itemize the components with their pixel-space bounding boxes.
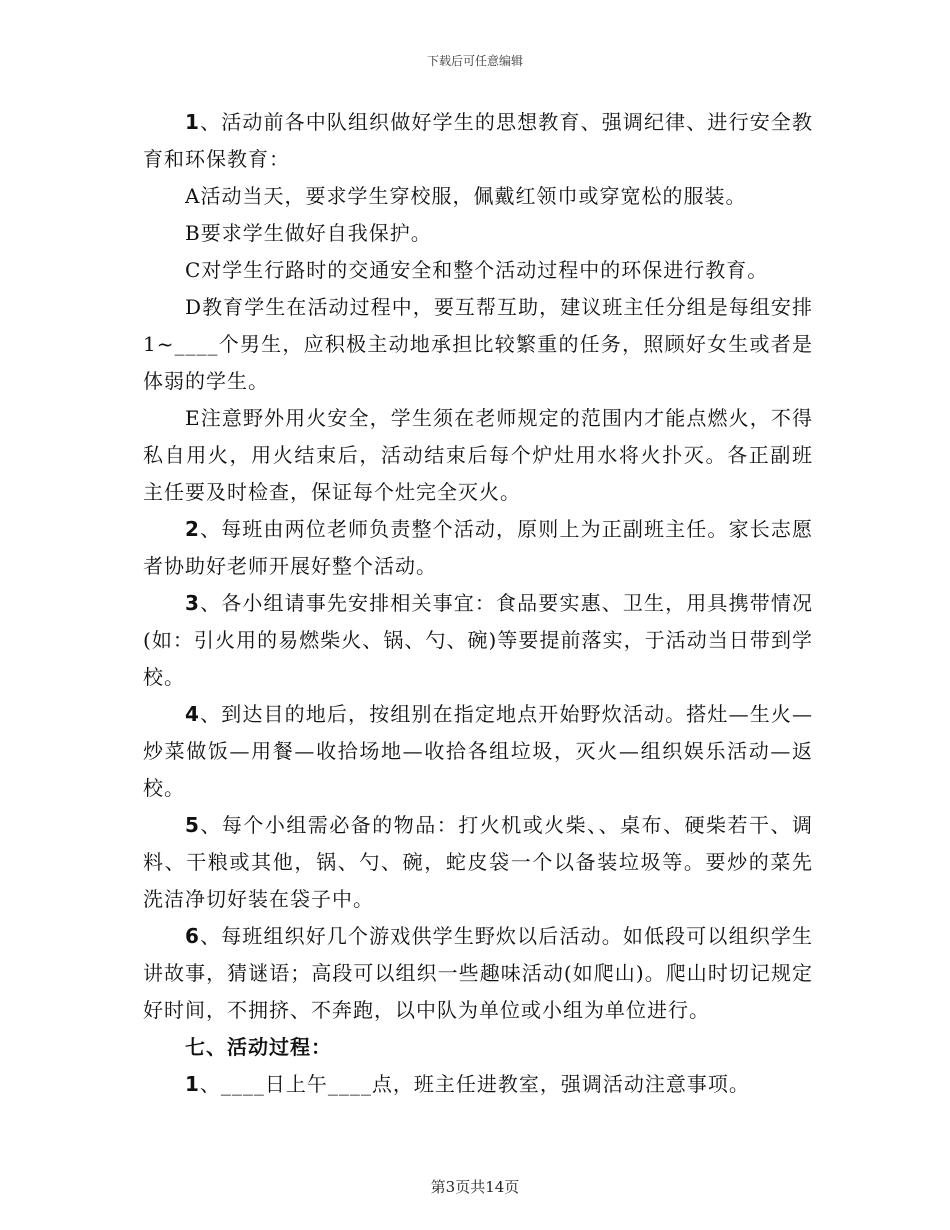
paragraph-text: D教育学生在活动过程中，要互帮互助，建议班主任分组是每组安排1~____个男生，应积极主动地承担比较繁重的任务，照顾好女生或者是体弱的学生。 [143,295,813,393]
paragraph [143,1066,813,1103]
paragraph-text: A活动当天，要求学生穿校服，佩戴红领巾或穿宽松的服装。 [185,184,747,208]
paragraph [143,585,813,696]
item-number: 4 [185,702,200,726]
paragraph-text: 、到达目的地后，按组别在指定地点开始野炊活动。搭灶—生火—炒菜做饭—用餐—收拾场地—收拾各组垃圾，灭火—组织娱乐活动—返校。 [143,702,813,800]
paragraph-text: C对学生行路时的交通安全和整个活动过程中的环保进行教育。 [185,258,769,282]
paragraph [143,807,813,918]
paragraph-text: 、每班由两位老师负责整个活动，原则上为正副班主任。家长志愿者协助好老师开展好整个活动。 [143,517,813,578]
paragraph-text: E注意野外用火安全，学生须在老师规定的范围内才能点燃火，不得私自用火，用火结束后，活动结束后每个炉灶用水将火扑灭。各正副班主任要及时检查，保证每个灶完全灭火。 [143,406,813,504]
paragraph [143,400,813,511]
page-header: 下载后可任意编辑 [426,54,523,68]
paragraph [143,215,813,252]
paragraph [143,918,813,1029]
item-number: 2 [185,517,200,541]
item-number: 1 [185,1072,200,1096]
paragraph-text: 、每班组织好几个游戏供学生野炊以后活动。如低段可以组织学生讲故事，猜谜语；高段可以组织一些趣味活动(如爬山)。爬山时切记规定好时间，不拥挤、不奔跑，以中队为单位或小组为单位进行。 [143,924,813,1022]
paragraph [143,104,813,178]
paragraph-text: 、____日上午____点，班主任进教室，强调活动注意事项。 [199,1072,750,1096]
paragraph [143,178,813,215]
item-number: 6 [185,924,200,948]
paragraph-text: 、每个小组需必备的物品：打火机或火柴、、桌布、硬柴若干、调料、干粮或其他，锅、勺、碗，蛇皮袋一个以备装垃圾等。要炒的菜先洗洁净切好装在袋子中。 [143,813,813,911]
item-number: 3 [185,591,200,615]
paragraph-text: 、活动前各中队组织做好学生的思想教育、强调纪律、进行安全教育和环保教育： [143,110,813,171]
page-footer: 第3页共14页 [430,1178,520,1196]
paragraph [143,696,813,807]
paragraph-text: 、各小组请事先安排相关事宜：食品要实惠、卫生，用具携带情况(如：引火用的易燃柴火、锅、勺、碗)等要提前落实，于活动当日带到学校。 [143,591,813,689]
paragraph-text: B要求学生做好自我保护。 [185,221,432,245]
paragraph [143,289,813,400]
section-heading: 七、活动过程： [185,1035,332,1059]
item-number: 5 [185,813,200,837]
item-number: 1 [185,110,200,134]
document-body [143,104,813,1103]
paragraph [143,252,813,289]
paragraph [143,511,813,585]
